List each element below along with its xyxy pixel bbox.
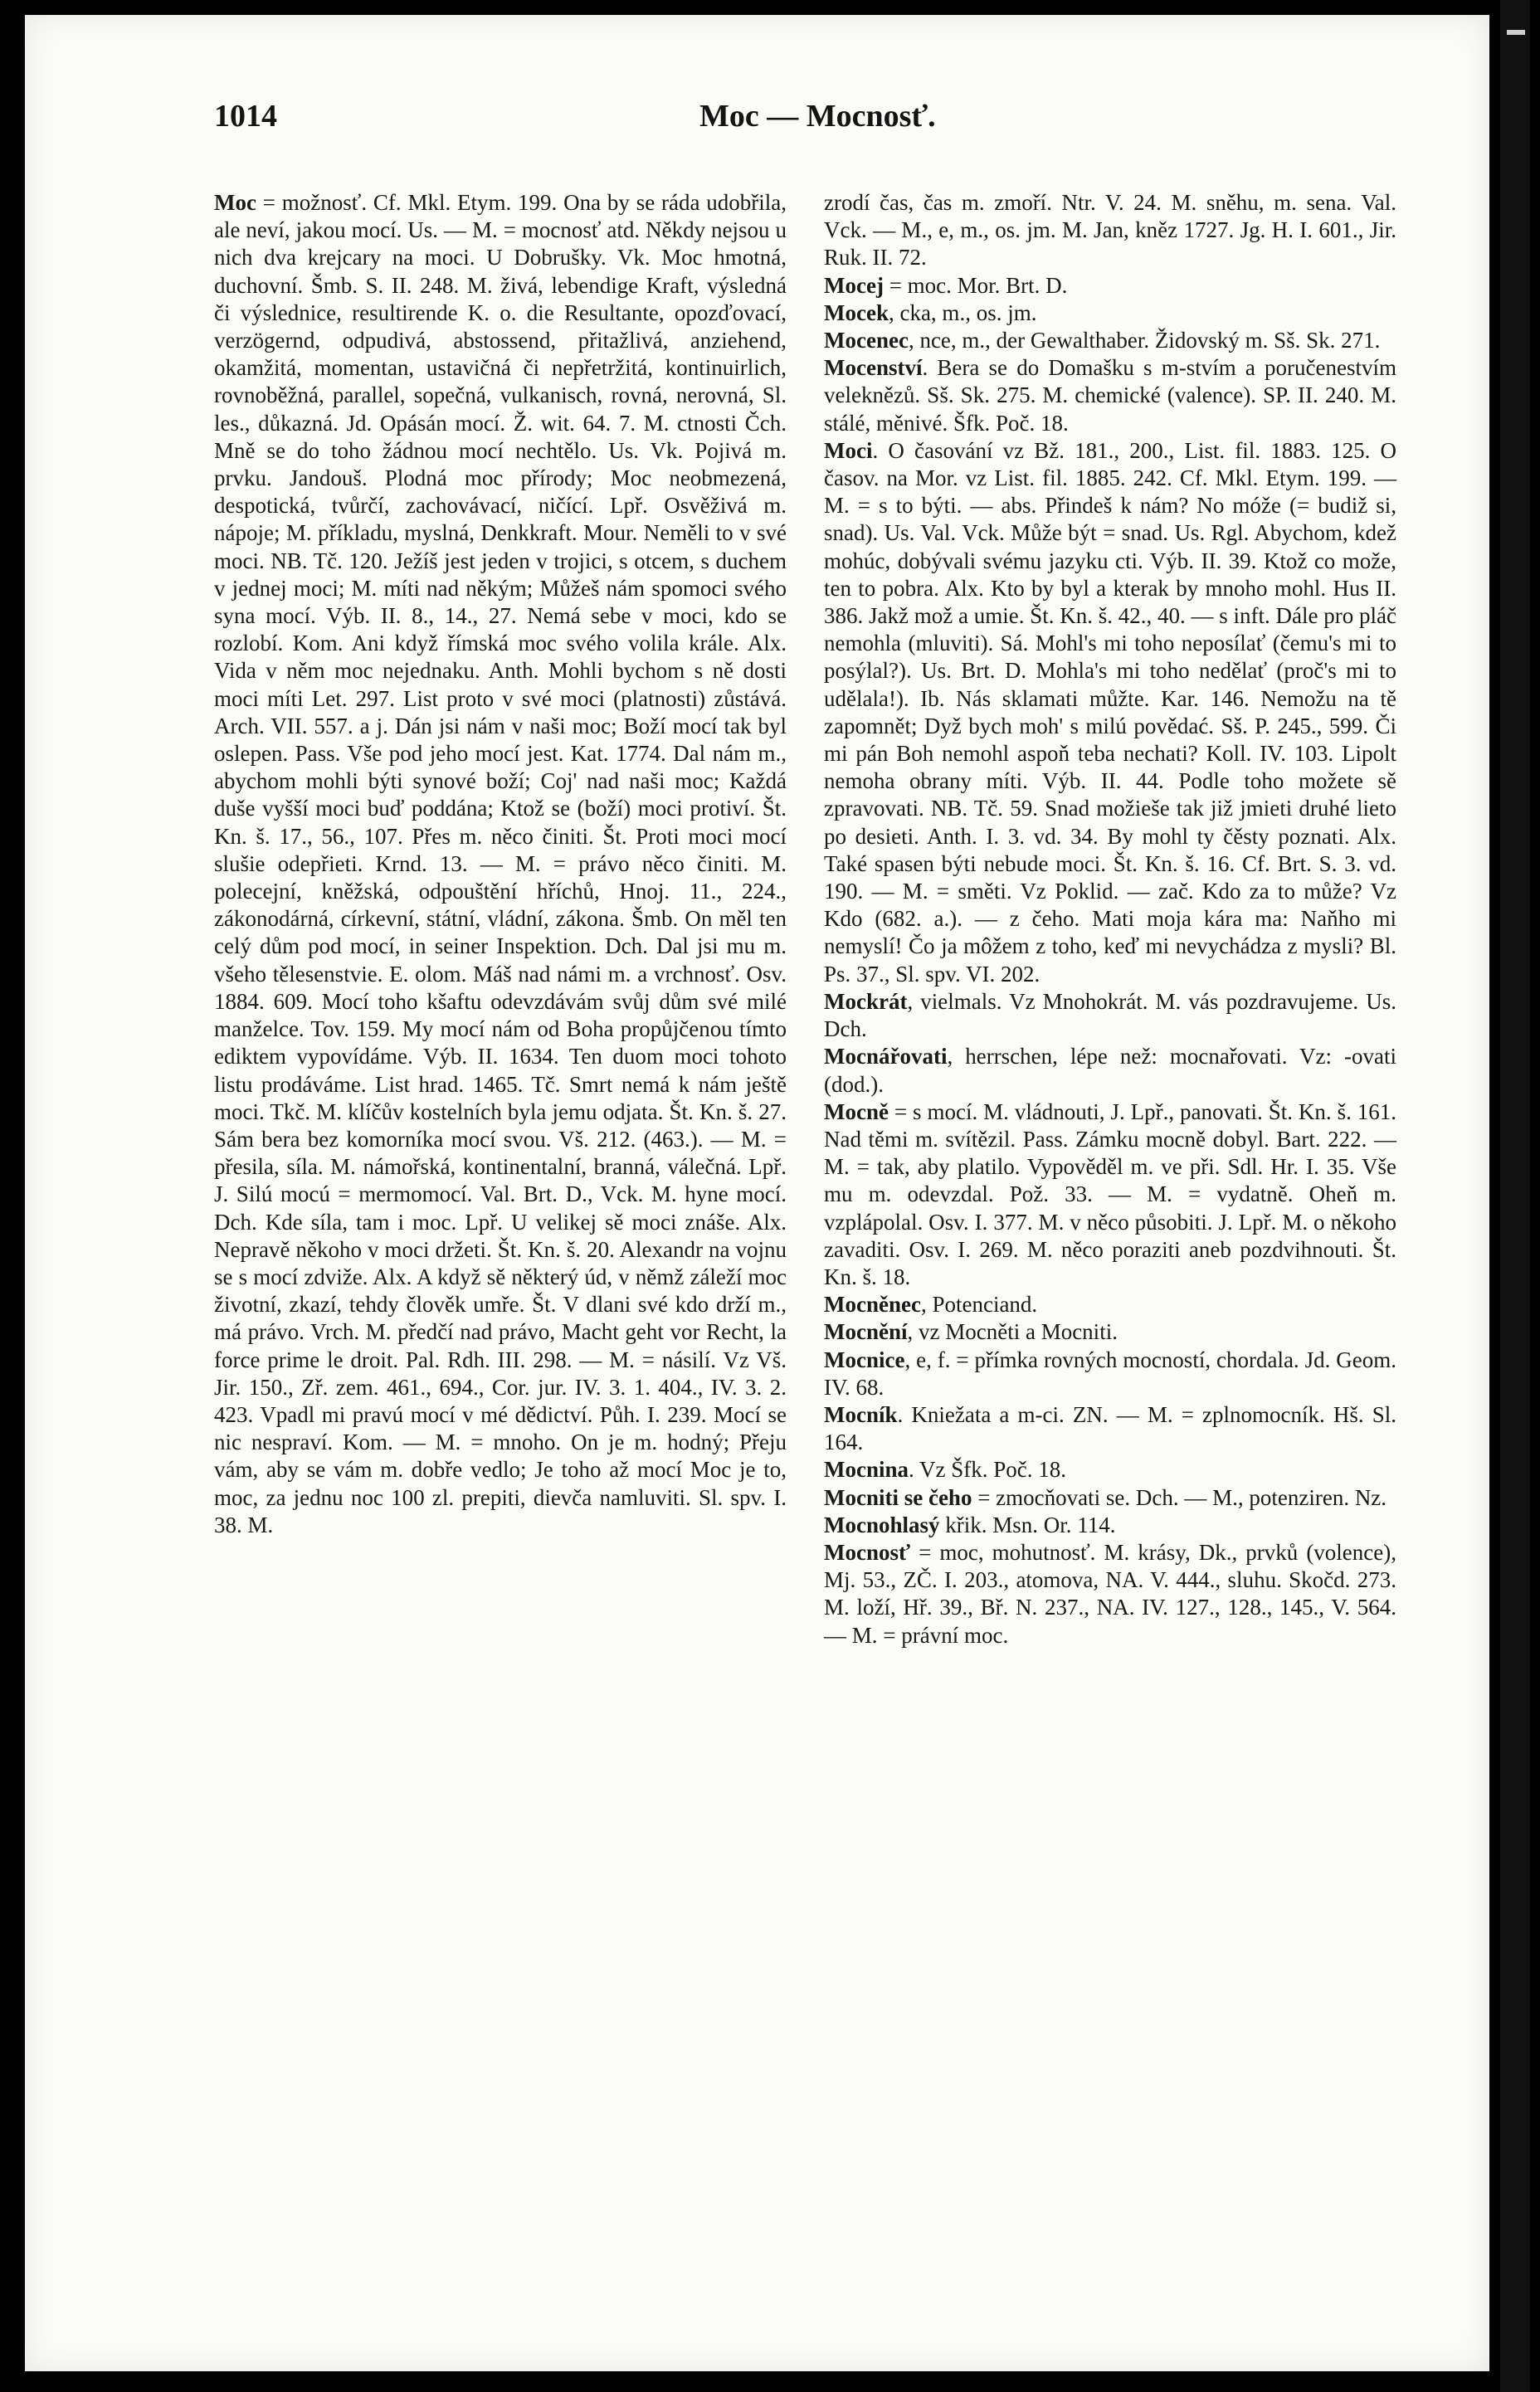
entry-headword: Moc — [214, 190, 256, 215]
dictionary-entry — [824, 300, 1396, 327]
scanner-edge — [1500, 0, 1530, 2392]
dictionary-entry — [824, 272, 1396, 300]
dictionary-entry — [824, 988, 1396, 1043]
dictionary-entry — [824, 354, 1396, 437]
entry-headword: Mocnosť — [824, 1539, 911, 1565]
page-number: 1014 — [214, 99, 277, 134]
entry-headword: Mocně — [824, 1099, 889, 1124]
entry-headword: Mocnění — [824, 1319, 908, 1345]
dictionary-entry — [824, 1043, 1396, 1098]
entry-headword: Mocnohlasý — [824, 1512, 940, 1537]
entry-headword: Mocnina — [824, 1457, 909, 1483]
entry-headword: Mocněnec — [824, 1292, 921, 1318]
scanner-mark — [1507, 30, 1525, 35]
dictionary-entry — [824, 189, 1396, 272]
dictionary-entry — [824, 1539, 1396, 1649]
entry-text: = možnosť. Cf. Mkl. Etym. 199. Ona by se ráda udobřila, ale neví, jakou mocí. Us. — M. = mocnosť atd. Někdy nejsou u nich dva krejcary na moci. U Dobrušky. Vk. Moc hmotná, duchovní. Šmb. S. II. 248. M. živá, lebendige Kraft, výsledná či výslednice, resultirende K. o. die Resultante, opozďovací, verzögernd, odpudivá, abstossend, přitažlivá, anziehend, okamžitá, momentan, ustavičná či nepřetržitá, kontinuirlich, rovnoběžná, parallel, sopečná, vulkanisch, rovná, nerovná, Sl. les., důkazná. Jd. Opásán mocí. Ž. wit. 64. 7. M. ctnosti Čch. Mně se do toho žádnou mocí nechtělo. Us. Vk. Pojivá m. prvku. Jandouš. Plodná moc přírody; Moc neobmezená, despotická, tvůrčí, zachovávací, ničící. Lpř. Osvěživá m. nápoje; M. příkladu, myslná, Denkkraft. Mour. Neměli to v své moci. NB. Tč. 120. Ježíš jest jeden v trojici, s otcem, s duchem v jednej moci; M. míti nad někým; Můžeš nám spomoci svého syna mocí. Výb. II. 8., 14., 27. Nemá sebe v moci, kdo se rozlobí. Kom. Ani když římská moc svého volila krále. Alx. Vida v něm moc nejednaku. Anth. Mohli bychom s ně dosti moci míti Let. 297. List proto v své moci (platnosti) zůstává. Arch. VII. 557. a j. Dán jsi nám v naši moc; Boží mocí tak byl oslepen. Pass. Vše pod jeho mocí jest. Kat. 1774. Dal nám m., abychom mohli býti synové boží; Coj' nad naši moc; Každá duše vyšší moci buď poddána; Ktož se (boží) moci protiví. Št. Kn. š. 17., 56., 107. Přes m. něco činiti. Št. Proti moci mocí slušie odepřieti. Krnd. 13. — M. = právo něco činiti. M. polecejní, kněžská, odpouštění hříchů, Hnoj. 11., 224., zákonodárná, církevní, státní, vládní, zákona. Šmb. On měl ten celý dům pod mocí, in seiner Inspektion. Dch. Dal jsi mu m. všeho tělesenstvie. E. olom. Máš nad námi m. a vrchnosť. Osv. 1884. 609. Mocí toho kšaftu odevzdávám svůj dům své milé manželce. Tov. 159. My mocí nám od Boha propůjčenou tímto ediktem vypovídáme. Výb. II. 1634. Ten duom moci tohoto listu prodáváme. List hrad. 1465. Tč. Smrt nemá k nám ještě moci. Tkč. M. klíčův kostelních byla jemu odjata. Št. Kn. š. 27. Sám bera bez komorníka mocí svou. Vš. 212. (463.). — M. = přesila, síla. M. námořská, kontinentalní, branná, válečná. Lpř. J. Silú mocú = mermomocí. Val. Brt. D., Vck. M. hyne mocí. Dch. Kde síla, tam i moc. Lpř. U velikej sě moci znáše. Alx. Nepravě někoho v moci držeti. Št. Kn. š. 20. Alexandr na vojnu se s mocí zdviže. Alx. A když sě některý úd, v němž záleží moc životní, zkazí, tehdy člověk umře. Št. V dlani své kdo drží m., má právo. Vrch. M. předčí nad právo, Macht geht vor Recht, la force prime le droit. Pal. Rdh. III. 298. — M. = násilí. Vz Vš. Jir. 150., Zř. zem. 461., 694., Cor. jur. IV. 3. 1. 404., IV. 3. 2. 423. Vpadl mi pravú mocí v mé dědictví. Půh. I. 239. Mocí se nic nespraví. Kom. — M. = mnoho. On je m. hodný; Přeju vám, aby se vám m. dobře vedlo; Je toho až mocí Moc je to, moc, za jednu noc 100 zl. prepiti, dievča namluviti. Sl. spv. I. 38. M. — [214, 190, 787, 1537]
entry-text: , herrschen, lépe než: mocnařovati. Vz: -ovati (dod.). — [824, 1044, 1396, 1097]
entry-headword: Mockrát — [824, 988, 908, 1014]
right-column — [824, 189, 1396, 1649]
left-column — [214, 189, 787, 1539]
dictionary-entry — [824, 1099, 1396, 1291]
entry-headword: Mocnářovati — [824, 1044, 948, 1069]
entry-headword: Mocniti se čeho — [824, 1484, 972, 1510]
entry-text: . Kniežata a m-ci. ZN. — M. = zplnomocník. Hš. Sl. 164. — [824, 1401, 1396, 1455]
entry-text: , cka, m., os. jm. — [888, 300, 1037, 325]
entry-text: , e, f. = přímka rovných mocností, chordala. Jd. Geom. IV. 68. — [824, 1347, 1396, 1400]
entry-text: = zmocňovati se. Dch. — M., potenziren. Nz. — [972, 1484, 1387, 1510]
entry-text: . O časování vz Bž. 181., 200., List. fil. 1883. 125. O časov. na Mor. vz List. fil. 1885. 242. Cf. Mkl. Etym. 199. — M. = s to býti. — abs. Přindeš k nám? No móže (= budiž si, snad). Us. Val. Vck. Může být = snad. Us. Rgl. Abychom, kdež mohúc, dobývali svému jazyku cti. Výb. II. 39. Ktož co može, ten to pobra. Alx. Kto by byl a kterak by mnoho mohl. Hus II. 386. Jakž mož a umie. Št. Kn. š. 42., 40. — s inft. Dále pro pláč nemohla (mluviti). Sá. Mohl's mi toho neposílať (čemu's mi to posýlal?). Us. Brt. D. Mohla's mi toho nedělať (proč's mi to udělala!). Ib. Nás sklamati můžte. Kar. 146. Nemožu na tě zapomnět; Dyž bych moh' s milú povědać. Sš. P. 245., 599. Či mi pán Boh nemohl aspoň teba nechati? Koll. IV. 103. Lipolt nemoha obrany míti. Výb. II. 44. Podle toho možete sě zpravovati. NB. Tč. 59. Snad možieše tak již jmieti druhé lieto po desieti. Anth. I. 3. vd. 34. By mohl ty čěsty poznati. Alx. Také spasen býti nebude moci. Št. Kn. š. 16. Cf. Brt. S. 3. vd. 190. — M. = směti. Vz Poklid. — zač. Kdo za to může? Vz Kdo (682. a.). — z čeho. Mati moja kára ma: Naňho mi nemyslí! Čo ja môžem z toho, keď mi nevychádza z mysli? Bl. Ps. 37., Sl. spv. VI. 202. — [824, 437, 1396, 987]
dictionary-entry — [824, 1512, 1396, 1539]
dictionary-entry — [824, 1484, 1396, 1512]
entry-text: . Bera se do Domašku s m-stvím a poručenestvím veleknězů. Sš. Sk. 275. M. chemické (valence). SP. II. 240. M. stálé, měnivé. Šfk. Poč. 18. — [824, 355, 1396, 436]
entry-text: zrodí čas, čas m. zmoří. Ntr. V. 24. M. sněhu, m. sena. Val. Vck. — M., e, m., os. jm. M. Jan, kněz 1727. Jg. H. I. 601., Jir. Ruk. II. 72. — [824, 190, 1396, 270]
entry-headword: Mocenec — [824, 328, 909, 353]
dictionary-entry — [824, 1291, 1396, 1318]
dictionary-entry — [824, 327, 1396, 354]
entry-text: . Vz Šfk. Poč. 18. — [909, 1457, 1067, 1483]
entry-text: , nce, m., der Gewalthaber. Židovský m. Sš. Sk. 271. — [908, 328, 1381, 353]
entry-text: , vielmals. Vz Mnohokrát. M. vás pozdravujeme. Us. Dch. — [824, 988, 1396, 1042]
entry-text: = moc, mohutnosť. M. krásy, Dk., prvků (volence), Mj. 53., ZČ. I. 203., atomova, NA. V. 444., sluhu. Skočd. 273. M. loží, Hř. 39., Bř. N. 237., NA. IV. 127., 128., 145., V. 564. — M. = právní moc. — [824, 1539, 1396, 1648]
entry-text: , Potenciand. — [920, 1292, 1038, 1318]
dictionary-entry — [824, 1456, 1396, 1483]
entry-headword: Mocník — [824, 1401, 898, 1427]
entry-text: = s mocí. M. vládnouti, J. Lpř., panovati. Št. Kn. š. 161. Nad těmi m. svítězil. Pass. Zámku mocně dobyl. Bart. 222. — M. = tak, aby platilo. Vypověděl m. ve při. Sdl. Hr. I. 35. Vše mu m. odevzdal. Pož. 33. — M. = vydatně. Oheň m. vzplápolal. Osv. I. 377. M. v něco působiti. J. Lpř. M. o někoho zavaditi. Osv. I. 269. M. něco poraziti aneb pozdvihnouti. Št. Kn. š. 18. — [824, 1099, 1396, 1289]
entry-headword: Mocenství — [824, 355, 923, 381]
entry-text: křik. Msn. Or. 114. — [939, 1512, 1116, 1537]
running-title: Moc — Mocnosť. — [699, 99, 936, 134]
entry-headword: Mocek — [824, 300, 889, 325]
entry-headword: Mocnice — [824, 1347, 905, 1372]
entry-text: = moc. Mor. Brt. D. — [883, 272, 1068, 298]
page-header — [214, 98, 1359, 148]
dictionary-entry — [824, 1401, 1396, 1456]
entry-text: , vz Mocněti a Mocniti. — [907, 1319, 1118, 1345]
entry-headword: Moci — [824, 437, 873, 463]
dictionary-entry — [824, 1347, 1396, 1401]
dictionary-entry — [824, 437, 1396, 988]
entry-headword: Mocej — [824, 272, 884, 298]
dictionary-entry — [214, 189, 787, 1539]
dictionary-entry — [824, 1318, 1396, 1346]
